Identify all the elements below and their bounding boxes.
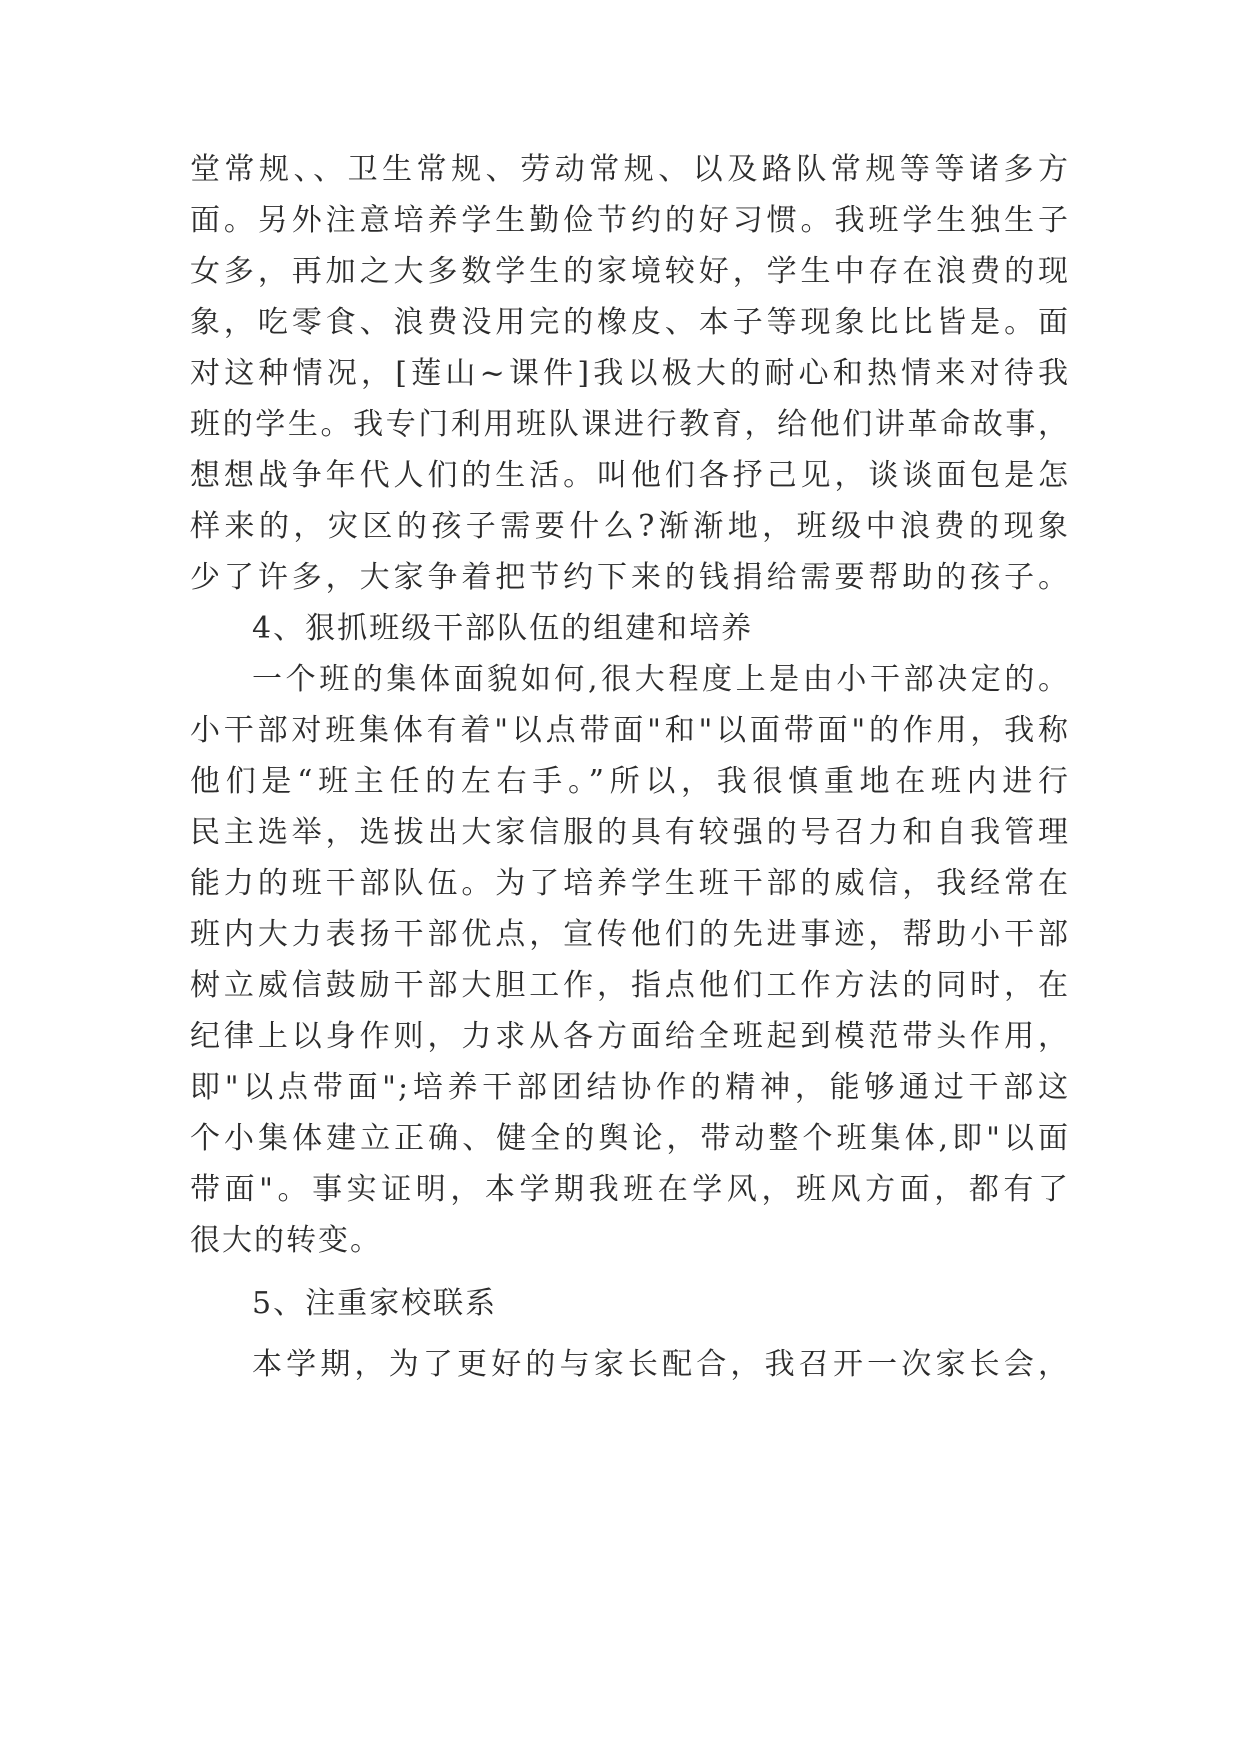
text-line: 女多，再加之大多数学生的家境较好，学生中存在浪费的现 — [190, 254, 1070, 289]
text-line: 小干部对班集体有着"以点带面"和"以面带面"的作用，我称 — [190, 713, 1070, 748]
text-line: 对这种情况，[莲山~课件]我以极大的耐心和热情来对待我 — [190, 356, 1070, 391]
text-line: 堂常规、、卫生常规、劳动常规、以及路队常规等等诸多方 — [190, 152, 1070, 187]
text-line: 想想战争年代人们的生活。叫他们各抒己见，谈谈面包是怎 — [190, 458, 1070, 493]
section-heading-5: 5、注重家校联系 — [252, 1286, 498, 1321]
text-line: 带面"。事实证明，本学期我班在学风，班风方面，都有了 — [190, 1172, 1070, 1207]
text-line: 即"以点带面";培养干部团结协作的精神，能够通过干部这 — [190, 1070, 1070, 1105]
text-line: 很大的转变。 — [190, 1223, 382, 1258]
text-line: 树立威信鼓励干部大胆工作，指点他们工作方法的同时，在 — [190, 968, 1070, 1003]
text-line: 面。另外注意培养学生勤俭节约的好习惯。我班学生独生子 — [190, 203, 1070, 238]
paragraph-first-line: 本学期，为了更好的与家长配合，我召开一次家长会， — [252, 1347, 1070, 1382]
text-line: 他们是“班主任的左右手。”所以，我很慎重地在班内进行 — [190, 764, 1070, 799]
text-line: 民主选举，选拔出大家信服的具有较强的号召力和自我管理 — [190, 815, 1070, 850]
paragraph-first-line: 一个班的集体面貌如何,很大程度上是由小干部决定的。 — [252, 662, 1070, 697]
section-heading-4: 4、狠抓班级干部队伍的组建和培养 — [252, 611, 754, 646]
text-line: 少了许多，大家争着把节约下来的钱捐给需要帮助的孩子。 — [190, 560, 1070, 595]
text-line: 个小集体建立正确、健全的舆论，带动整个班集体,即"以面 — [190, 1121, 1070, 1156]
text-line: 象，吃零食、浪费没用完的橡皮、本子等现象比比皆是。面 — [190, 305, 1070, 340]
text-line: 纪律上以身作则，力求从各方面给全班起到模范带头作用， — [190, 1019, 1070, 1054]
text-line: 能力的班干部队伍。为了培养学生班干部的威信，我经常在 — [190, 866, 1070, 901]
text-line: 样来的，灾区的孩子需要什么?渐渐地，班级中浪费的现象 — [190, 509, 1070, 544]
text-line: 班内大力表扬干部优点，宣传他们的先进事迹，帮助小干部 — [190, 917, 1070, 952]
text-line: 班的学生。我专门利用班队课进行教育，给他们讲革命故事， — [190, 407, 1070, 442]
